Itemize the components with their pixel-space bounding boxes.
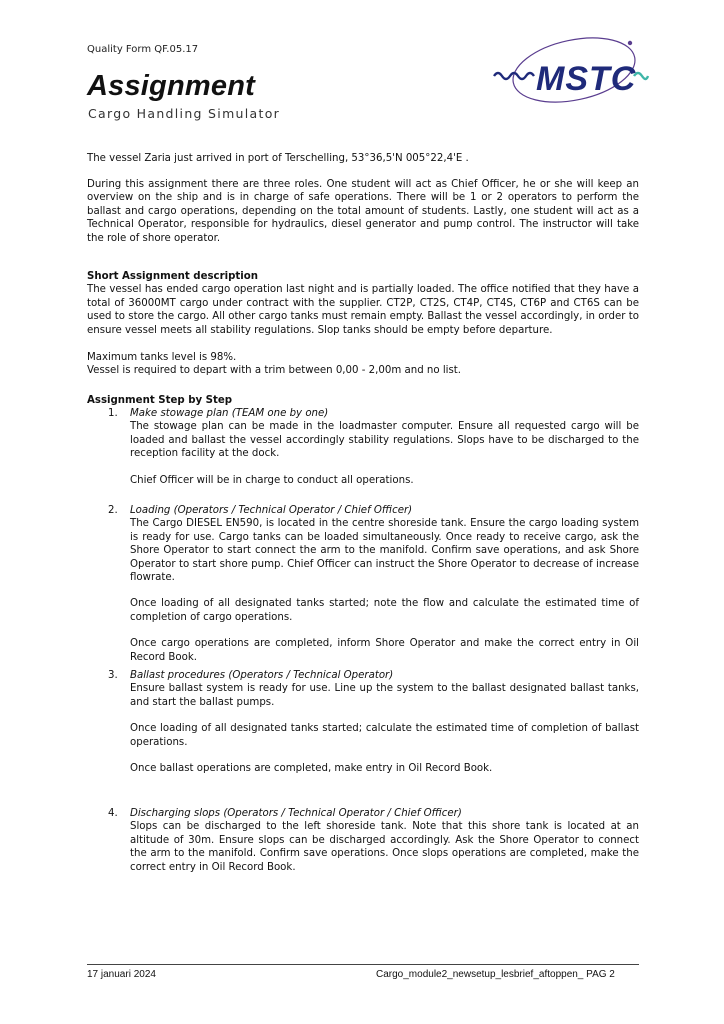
step-text: Once loading of all designated tanks started; calculate the estimated time of completion of ballast operations. xyxy=(130,723,639,748)
step-3 xyxy=(87,669,639,775)
step-1 xyxy=(87,407,639,487)
step-4 xyxy=(87,807,639,874)
intro-roles xyxy=(87,178,639,245)
footer-date: 17 januari 2024 xyxy=(87,969,156,980)
requirements xyxy=(87,351,639,378)
footer-filename-page: Cargo_module2_newsetup_lesbrief_aftoppen_ PAG 2 xyxy=(376,969,615,980)
step-title: Discharging slops (Operators / Technical Operator / Chief Officer) xyxy=(130,808,462,819)
step-title: Make stowage plan (TEAM one by one) xyxy=(130,408,329,419)
step-text: Ensure ballast system is ready for use. Line up the system to the ballast designated ballast tanks, and start the ballast pumps. xyxy=(130,683,639,708)
step-text: Slops can be discharged to the left shoreside tank. Note that this shore tank is located at an altitude of 30m. Ensure slops can be discharged accordingly. Ask the Shore Operator to connect the arm to the manifold. Confirm save operations. Once slops operations are completed, make the correct entry in Oil Record Book. xyxy=(130,821,639,873)
steps-heading: Assignment Step by Step xyxy=(87,395,233,406)
step-number: 4. xyxy=(108,808,118,819)
short-description xyxy=(87,270,639,337)
page-title: Assignment xyxy=(87,70,255,102)
max-tank-level: Maximum tanks level is 98%. xyxy=(87,352,237,363)
step-text: Once cargo operations are completed, inform Shore Operator and make the correct entry in Oil Record Book. xyxy=(130,638,639,663)
step-text: The stowage plan can be made in the loadmaster computer. Ensure all requested cargo will be loaded and ballast the vessel accordingly stability regulations. Slops have to be discharged to the reception facility at the dock. xyxy=(130,421,639,460)
step-text: Once ballast operations are completed, make entry in Oil Record Book. xyxy=(130,763,493,775)
footer-divider xyxy=(87,964,639,965)
step-text: The Cargo DIESEL EN590, is located in the centre shoreside tank. Ensure the cargo loading system is ready for use. Cargo tanks can be loaded simultaneously. Once ready to receive cargo, ask the Shore Operator to start connect the arm to the manifold. Confirm save operations, and ask Shore Operator to start shore pump. Chief Officer can instruct the Shore Operator to decrease of increase flowrate. xyxy=(130,518,639,584)
mstc-logo xyxy=(492,30,650,104)
short-description-heading: Short Assignment description xyxy=(87,271,258,282)
step-number: 2. xyxy=(108,505,118,516)
logo-wordmark: MSTC xyxy=(536,60,637,98)
intro-roles-text: During this assignment there are three roles. One student will act as Chief Officer, he or she will keep an overview on the ship and is in charge of safe operations. There will be 1 or 2 operators to perform the ballast and cargo operations, depending on the total amount of students. Lastly, one student will act as a Technical Operator, responsible for hydraulics, diesel generator and pump control. The instructor will take the role of shore operator. xyxy=(87,179,639,244)
short-description-text: The vessel has ended cargo operation last night and is partially loaded. The office notified that they have a total of 36000MT cargo under contract with the supplier. CT2P, CT2S, CT4P, CT4S, CT6P and CT6S can be used to store the cargo. All other cargo tanks must remain empty. Ballast the vessel accordingly, in order to ensure vessel meets all stability regulations. Slop tanks should be empty before departure. xyxy=(87,284,639,336)
trim-requirement: Vessel is required to depart with a trim between 0,00 - 2,00m and no list. xyxy=(87,365,462,377)
quality-form-label: Quality Form QF.05.17 xyxy=(87,44,199,55)
steps-heading-wrap xyxy=(87,394,639,407)
page-subtitle: Cargo Handling Simulator xyxy=(88,106,281,121)
intro-section xyxy=(87,152,639,165)
step-number: 3. xyxy=(108,670,118,681)
step-text: Chief Officer will be in charge to conduct all operations. xyxy=(130,474,414,486)
step-number: 1. xyxy=(108,408,118,419)
step-title: Ballast procedures (Operators / Technical Operator) xyxy=(130,670,394,681)
step-title: Loading (Operators / Technical Operator / Chief Officer) xyxy=(130,505,413,516)
step-text: Once loading of all designated tanks started; note the flow and calculate the estimated time of completion of cargo operations. xyxy=(130,598,639,623)
step-2 xyxy=(87,504,639,664)
intro-location: The vessel Zaria just arrived in port of Terschelling, 53°36,5'N 005°22,4'E . xyxy=(87,153,469,164)
